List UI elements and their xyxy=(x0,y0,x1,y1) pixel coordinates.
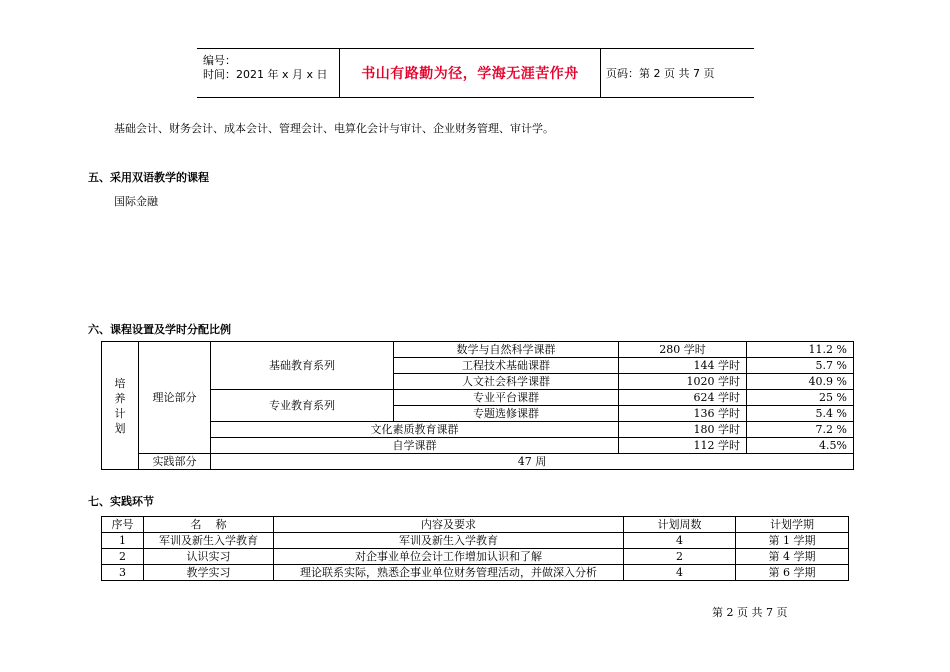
table-row xyxy=(102,438,854,454)
course-hours: 1020 学时 xyxy=(619,374,747,390)
number-label: 编号： xyxy=(203,54,236,67)
table-row xyxy=(102,454,854,470)
row-content: 军训及新生入学教育 xyxy=(274,533,624,549)
course-hours: 136 学时 xyxy=(619,406,747,422)
row-name: 教学实习 xyxy=(144,565,274,581)
basic-series-label: 基础教育系列 xyxy=(211,342,394,390)
col-header: 计划周数 xyxy=(624,517,736,533)
course-name: 专业平台课群 xyxy=(394,390,619,406)
course-ratio: 40.9 % xyxy=(747,374,854,390)
course-ratio: 25 % xyxy=(747,390,854,406)
course-name: 人文社会科学课群 xyxy=(394,374,619,390)
course-name: 自学课群 xyxy=(211,438,619,454)
plan-char: 计 xyxy=(114,406,126,420)
col-header: 名 称 xyxy=(144,517,274,533)
plan-char: 培 xyxy=(114,376,126,390)
table-row xyxy=(102,565,849,581)
table-header-row xyxy=(102,517,849,533)
theory-label: 理论部分 xyxy=(139,342,211,454)
course-hours: 624 学时 xyxy=(619,390,747,406)
course-ratio: 7.2 % xyxy=(747,422,854,438)
major-series-label: 专业教育系列 xyxy=(211,390,394,422)
row-name: 认识实习 xyxy=(144,549,274,565)
row-no: 3 xyxy=(102,565,144,581)
page-footer: 第 2 页 共 7 页 xyxy=(712,606,788,619)
time-label: 时间：2021 年 x 月 x 日 xyxy=(203,68,328,81)
row-weeks: 4 xyxy=(624,533,736,549)
row-term: 第 4 学期 xyxy=(736,549,849,565)
course-hours: 144 学时 xyxy=(619,358,747,374)
row-term: 第 6 学期 xyxy=(736,565,849,581)
section6-heading: 六、课程设置及学时分配比例 xyxy=(88,323,231,336)
header-page-cell xyxy=(600,49,754,97)
header-slogan-cell xyxy=(339,49,601,97)
course-name: 数学与自然科学课群 xyxy=(394,342,619,358)
course-name: 专题选修课群 xyxy=(394,406,619,422)
plan-char: 划 xyxy=(114,421,126,435)
course-hours: 112 学时 xyxy=(619,438,747,454)
course-name: 工程技术基础课群 xyxy=(394,358,619,374)
col-header: 序号 xyxy=(102,517,144,533)
row-content: 理论联系实际，熟悉企事业单位财务管理活动，并做深入分析 xyxy=(274,565,624,581)
plan-label-cell xyxy=(102,342,139,470)
intro-text: 基础会计、财务会计、成本会计、管理会计、电算化会计与审计、企业财务管理、审计学。 xyxy=(114,122,554,135)
section5-content: 国际金融 xyxy=(114,195,158,208)
table-row xyxy=(102,342,854,358)
section5-heading: 五、采用双语教学的课程 xyxy=(88,171,209,184)
course-hours: 280 学时 xyxy=(619,342,747,358)
table-row xyxy=(102,390,854,406)
header-meta xyxy=(197,49,339,97)
col-header: 计划学期 xyxy=(736,517,849,533)
practice-label: 实践部分 xyxy=(139,454,211,470)
section7-heading: 七、实践环节 xyxy=(88,495,154,508)
page-header xyxy=(197,48,754,98)
table-row xyxy=(102,533,849,549)
row-term: 第 1 学期 xyxy=(736,533,849,549)
row-weeks: 2 xyxy=(624,549,736,565)
row-no: 2 xyxy=(102,549,144,565)
course-ratio: 5.7 % xyxy=(747,358,854,374)
course-name: 文化素质教育课群 xyxy=(211,422,619,438)
practice-table xyxy=(101,516,849,581)
row-content: 对企事业单位会计工作增加认识和了解 xyxy=(274,549,624,565)
course-hours-table xyxy=(101,341,854,470)
practice-value: 47 周 xyxy=(211,454,854,470)
course-ratio: 5.4 % xyxy=(747,406,854,422)
course-ratio: 11.2 % xyxy=(747,342,854,358)
course-hours: 180 学时 xyxy=(619,422,747,438)
slogan: 书山有路勤为径，学海无涯苦作舟 xyxy=(361,66,579,82)
row-name: 军训及新生入学教育 xyxy=(144,533,274,549)
col-header: 内容及要求 xyxy=(274,517,624,533)
page-code: 页码：第 2 页 共 7 页 xyxy=(606,67,715,80)
plan-char: 养 xyxy=(114,391,126,405)
table-row xyxy=(102,549,849,565)
course-ratio: 4.5% xyxy=(747,438,854,454)
row-no: 1 xyxy=(102,533,144,549)
row-weeks: 4 xyxy=(624,565,736,581)
table-row xyxy=(102,422,854,438)
